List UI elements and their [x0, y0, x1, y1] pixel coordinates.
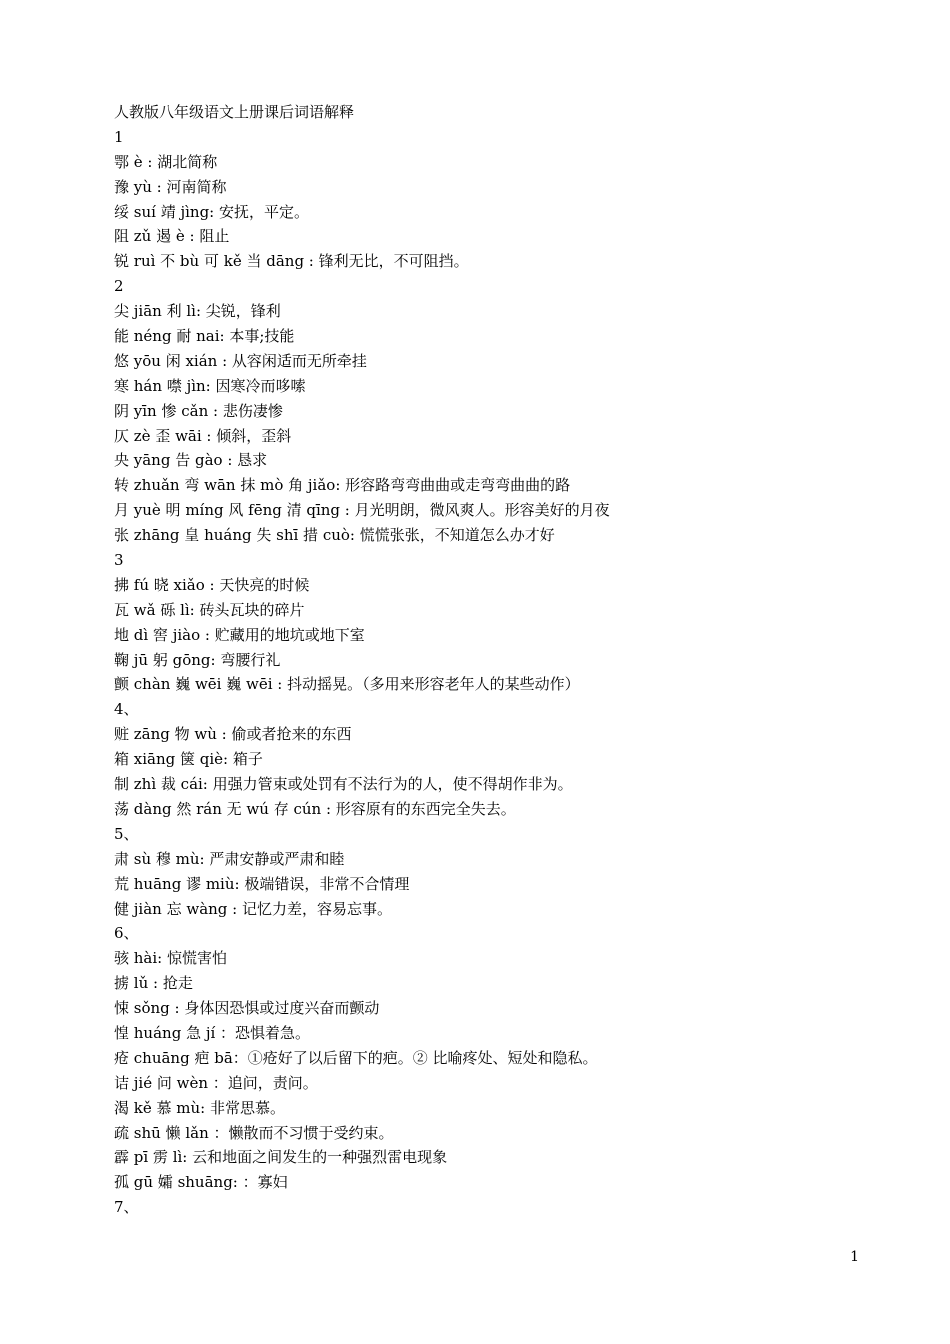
text-line: 月 yuè 明 míng 风 fēng 清 qīng : 月光明朗，微风爽人。形容美好的月夜	[114, 501, 610, 520]
text-line: 鞠 jū 躬 gōng: 弯腰行礼	[114, 650, 281, 669]
text-line: 惶 huáng 急 jí ：恐惧着急。	[114, 1023, 311, 1042]
text-line: 豫 yù : 河南简称	[114, 177, 227, 196]
text-line: 荡 dàng 然 rán 无 wú 存 cún : 形容原有的东西完全失去。	[114, 799, 516, 818]
text-line: 尖 jiān 利 lì: 尖锐，锋利	[114, 302, 281, 321]
text-line: 绥 suí 靖 jìng: 安抚，平定。	[114, 202, 309, 221]
text-line: 6、	[114, 924, 139, 943]
text-line: 拂 fú 晓 xiǎo : 天快亮的时候	[114, 575, 310, 594]
text-line: 赃 zāng 物 wù : 偷或者抢来的东西	[114, 725, 352, 744]
text-line: 疏 shū 懒 lǎn ：懒散而不习惯于受约束。	[114, 1123, 394, 1142]
text-line: 7、	[114, 1198, 139, 1217]
text-line: 阻 zǔ 遏 è : 阻止	[114, 227, 230, 246]
text-line: 荒 huāng 谬 miù: 极端错误，非常不合情理	[114, 874, 410, 893]
text-line: 霹 pī 雳 lì: 云和地面之间发生的一种强烈雷电现象	[114, 1148, 448, 1167]
text-line: 仄 zè 歪 wāi : 倾斜，歪斜	[114, 426, 292, 445]
text-line: 疮 chuāng 疤 bā：①疮好了以后留下的疤。② 比喻疼处、短处和隐私。	[114, 1048, 598, 1067]
text-line: 能 néng 耐 nai: 本事;技能	[114, 327, 295, 346]
text-line: 肃 sù 穆 mù: 严肃安静或严肃和睦	[114, 849, 345, 868]
document-body	[114, 100, 874, 1220]
text-line: 颤 chàn 巍 wēi 巍 wēi : 抖动摇晃。（多用来形容老年人的某些动作）	[114, 675, 580, 694]
text-line: 转 zhuǎn 弯 wān 抹 mò 角 jiǎo: 形容路弯弯曲曲或走弯弯曲曲的路	[114, 476, 571, 495]
text-line: 掳 lǔ : 抢走	[114, 974, 193, 993]
text-line: 悠 yōu 闲 xián : 从容闲适而无所牵挂	[114, 351, 367, 370]
text-line: 渴 kě 慕 mù: 非常思慕。	[114, 1098, 285, 1117]
text-line: 瓦 wǎ 砾 lì: 砖头瓦块的碎片	[114, 600, 305, 619]
text-line: 央 yāng 告 gào : 恳求	[114, 451, 268, 470]
page-number: 1	[850, 1249, 859, 1265]
text-line: 寒 hán 噤 jìn: 因寒冷而哆嗦	[114, 376, 306, 395]
text-line: 1	[114, 127, 124, 146]
document-title: 人教版八年级语文上册课后词语解释	[114, 103, 355, 121]
text-line: 诘 jié 问 wèn ：追问，责问。	[114, 1073, 318, 1092]
text-line: 制 zhì 裁 cái: 用强力管束或处罚有不法行为的人，使不得胡作非为。	[114, 775, 573, 794]
text-line: 4、	[114, 700, 139, 719]
text-line: 鄂 è : 湖北简称	[114, 152, 218, 171]
document-lines	[114, 125, 874, 1220]
text-line: 2	[114, 277, 124, 296]
text-line: 5、	[114, 824, 139, 843]
text-line: 3	[114, 551, 124, 570]
text-line: 张 zhāng 皇 huáng 失 shī 措 cuò: 慌慌张张，不知道怎么办才好	[114, 526, 555, 545]
text-line: 阴 yīn 惨 cǎn : 悲伤凄惨	[114, 401, 283, 420]
text-line: 锐 ruì 不 bù 可 kě 当 dāng : 锋利无比，不可阻挡。	[114, 252, 469, 271]
text-line: 地 dì 窖 jiào : 贮藏用的地坑或地下室	[114, 625, 365, 644]
text-line: 箱 xiāng 箧 qiè: 箱子	[114, 750, 263, 769]
text-line: 悚 sǒng : 身体因恐惧或过度兴奋而颤动	[114, 999, 380, 1018]
text-line: 健 jiàn 忘 wàng : 记忆力差，容易忘事。	[114, 899, 392, 918]
text-line: 孤 gū 孀 shuāng: ：寡妇	[114, 1173, 288, 1192]
text-line: 骇 hài: 惊慌害怕	[114, 949, 227, 968]
